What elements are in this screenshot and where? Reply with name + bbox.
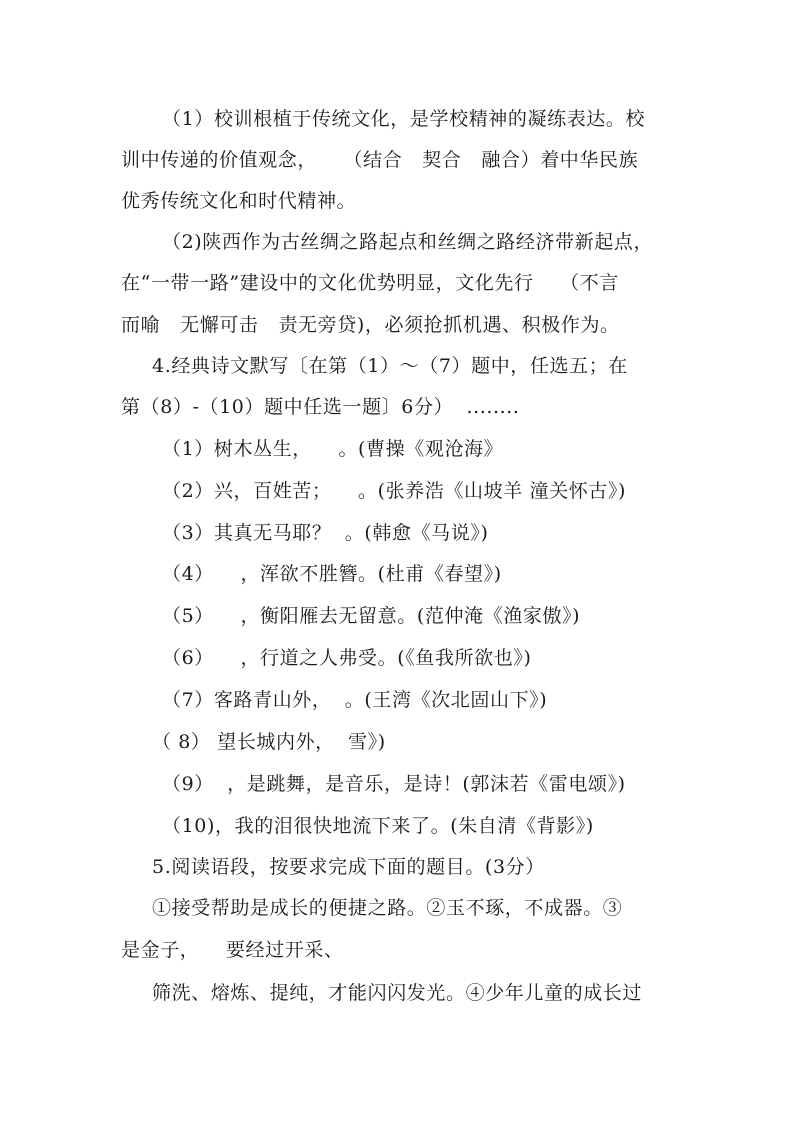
text-line: （3）其真无马耶？ 。(韩愈《马说》) <box>162 522 489 544</box>
text-line: （9） ，是跳舞，是音乐，是诗！(郭沫若《雷电颂》) <box>162 773 626 795</box>
text-line: 是金子， 要经过开采、 <box>121 939 344 961</box>
text-line: （2）兴，百姓苦； 。(张养浩《山坡羊 潼关怀古》) <box>162 480 627 502</box>
text-line: 第（8）-（10）题中任选一题〕6分） ........ <box>121 396 520 418</box>
text-line: （ 8） 望长城内外， 雪》) <box>152 731 386 753</box>
text-line: ①接受帮助是成长的便捷之路。②玉不琢，不成器。③ <box>152 897 623 919</box>
text-line: （4） ，浑欲不胜簪。(杜甫《春望》) <box>162 563 502 585</box>
text-line: 5.阅读语段，按要求完成下面的题目。(3分） <box>152 856 545 878</box>
text-line: 筛洗、熔炼、提纯，才能闪闪发光。④少年儿童的成长过 <box>152 982 643 1004</box>
text-line: （6） ，行道之人弗受。(《鱼我所欲也》) <box>162 647 532 669</box>
text-line: （2)陕西作为古丝绸之路起点和丝绸之路经济带新起点， <box>162 231 654 253</box>
text-line: （5） ，衡阳雁去无留意。(范仲淹《渔家傲》) <box>162 605 581 627</box>
text-line: 在“一带一路”建设中的文化优势明显，文化先行 （不言 <box>121 272 619 294</box>
text-line: （7）客路青山外， 。(王湾《次北固山下》) <box>162 689 548 711</box>
text-line: （1）树木丛生， 。(曹操《观沧海》 <box>162 438 504 460</box>
text-line: 而喻 无懈可击 责无旁贷)，必须抢抓机遇、积极作为。 <box>121 314 620 336</box>
text-line: 4.经典诗文默写〔在第（1）～（7）题中，任选五；在 <box>152 355 628 377</box>
text-line: （1）校训根植于传统文化，是学校精神的凝练表达。校 <box>162 108 646 130</box>
text-line: （10)，我的泪很快地流下来了。(朱自清《背影》) <box>162 815 594 837</box>
text-line: 训中传递的价值观念， （结合 契合 融合）着中华民族 <box>121 149 639 171</box>
text-line: 优秀传统文化和时代精神。 <box>121 190 357 212</box>
